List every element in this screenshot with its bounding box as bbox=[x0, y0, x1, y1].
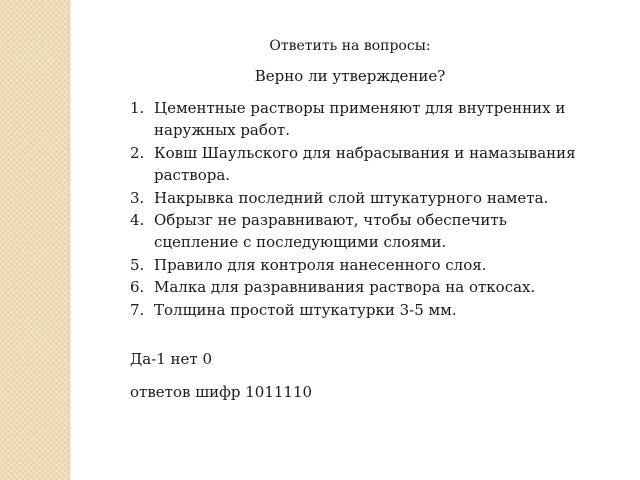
question-text: Правило для контроля нанесенного слоя. bbox=[154, 255, 487, 274]
question-number: 3. bbox=[130, 188, 145, 207]
question-item bbox=[130, 209, 590, 254]
decorative-side-strip bbox=[0, 0, 68, 480]
side-strip-edge bbox=[68, 0, 71, 480]
slide-content bbox=[130, 0, 600, 480]
question-item bbox=[130, 276, 590, 298]
slide-subtitle: Верно ли утверждение? bbox=[254, 67, 446, 85]
question-number: 1. bbox=[130, 99, 145, 117]
slide-title: Ответить на вопросы: bbox=[269, 38, 431, 54]
question-text: Обрызг не разравнивают, чтобы обеспечить сцепление с последующими слоями. bbox=[154, 211, 507, 252]
question-text: Ковш Шаульского для набрасывания и намазывания раствора. bbox=[154, 143, 576, 185]
question-number: 4. bbox=[130, 211, 145, 230]
question-item bbox=[130, 142, 590, 187]
question-item bbox=[130, 187, 590, 209]
question-number: 6. bbox=[130, 278, 145, 297]
answer-legend: Да-1 нет 0 bbox=[130, 350, 213, 368]
question-item bbox=[130, 254, 590, 276]
question-list bbox=[130, 97, 590, 321]
question-text: Малка для разравнивания раствора на откосах. bbox=[154, 278, 536, 297]
question-text: Цементные растворы применяют для внутренних и наружных работ. bbox=[154, 99, 566, 140]
question-number: 2. bbox=[130, 143, 145, 162]
question-item bbox=[130, 97, 590, 142]
question-number: 5. bbox=[130, 255, 145, 274]
question-text: Толщина простой штукатурки 3-5 мм. bbox=[154, 300, 457, 319]
question-number: 7. bbox=[130, 300, 145, 319]
question-item bbox=[130, 299, 590, 321]
question-text: Накрывка последний слой штукатурного намета. bbox=[154, 188, 549, 207]
answer-cipher: ответов шифр 1011110 bbox=[130, 383, 313, 401]
